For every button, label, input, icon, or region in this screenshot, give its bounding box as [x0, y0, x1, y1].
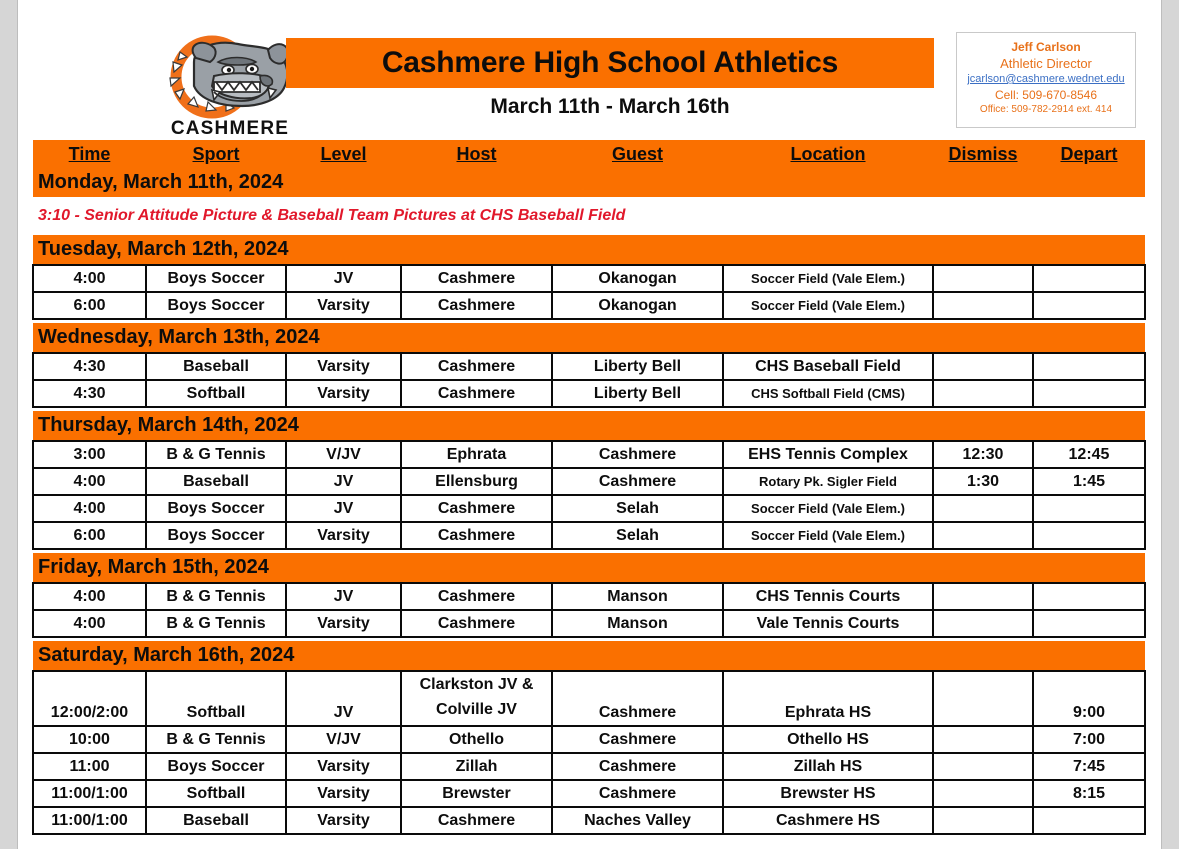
cell-level: Varsity: [286, 610, 401, 637]
cell-sport: Boys Soccer: [146, 265, 286, 292]
cell-host: Cashmere: [401, 380, 552, 407]
day-title: Tuesday, March 12th, 2024: [33, 235, 1145, 265]
table-row: [33, 441, 1145, 468]
contact-role: Athletic Director: [1000, 56, 1092, 71]
cell-depart: [1033, 292, 1145, 319]
table-row: [33, 583, 1145, 610]
cell-depart: [1033, 380, 1145, 407]
cell-host: Brewster: [401, 780, 552, 807]
day-note-row: [33, 197, 1145, 235]
contact-box: [956, 32, 1136, 128]
cell-depart: 7:00: [1033, 726, 1145, 753]
cell-sport: B & G Tennis: [146, 726, 286, 753]
column-header-host: Host: [401, 140, 552, 168]
cell-sport: B & G Tennis: [146, 441, 286, 468]
logo-wordmark: CASHMERE: [170, 118, 290, 139]
cell-time: 11:00/1:00: [33, 780, 146, 807]
column-header-time: Time: [33, 140, 146, 168]
cell-depart: 1:45: [1033, 468, 1145, 495]
cell-level: Varsity: [286, 780, 401, 807]
cell-time: 4:30: [33, 380, 146, 407]
cell-dismiss: [933, 353, 1033, 380]
cell-dismiss: [933, 265, 1033, 292]
column-header-level: Level: [286, 140, 401, 168]
cell-dismiss: [933, 780, 1033, 807]
day-header-row: [33, 323, 1145, 353]
cell-host: Cashmere: [401, 610, 552, 637]
cell-time: 4:00: [33, 468, 146, 495]
cell-level: JV: [286, 495, 401, 522]
cell-time: 12:00/2:00: [33, 671, 146, 726]
cell-depart: [1033, 353, 1145, 380]
table-row: [33, 726, 1145, 753]
day-title: Wednesday, March 13th, 2024: [33, 323, 1145, 353]
cell-location: CHS Softball Field (CMS): [723, 380, 933, 407]
cell-host: Cashmere: [401, 292, 552, 319]
cell-level: V/JV: [286, 441, 401, 468]
cell-time: 6:00: [33, 292, 146, 319]
contact-cell: Cell: 509-670-8546: [994, 88, 1098, 102]
cell-sport: Baseball: [146, 353, 286, 380]
cell-time: 6:00: [33, 522, 146, 549]
cell-dismiss: [933, 522, 1033, 549]
cell-depart: 12:45: [1033, 441, 1145, 468]
cell-sport: Softball: [146, 780, 286, 807]
cell-depart: [1033, 610, 1145, 637]
cell-time: 3:00: [33, 441, 146, 468]
schedule-document: [18, 0, 1161, 849]
cell-guest: Cashmere: [552, 468, 723, 495]
day-header-row: [33, 553, 1145, 583]
day-header-row: [33, 235, 1145, 265]
cell-dismiss: [933, 753, 1033, 780]
cell-host: Clarkston JV & Colville JV: [401, 671, 552, 726]
cell-sport: Boys Soccer: [146, 292, 286, 319]
cell-depart: [1033, 495, 1145, 522]
table-row: [33, 495, 1145, 522]
cell-location: Ephrata HS: [723, 671, 933, 726]
table-row: [33, 380, 1145, 407]
cell-time: 4:00: [33, 265, 146, 292]
column-header-depart: Depart: [1033, 140, 1145, 168]
title-banner: [286, 38, 934, 88]
cell-time: 4:00: [33, 583, 146, 610]
cell-dismiss: [933, 726, 1033, 753]
schedule-body: [33, 140, 1145, 834]
cell-host: Ellensburg: [401, 468, 552, 495]
cell-location: EHS Tennis Complex: [723, 441, 933, 468]
cell-guest: Cashmere: [552, 726, 723, 753]
cell-guest: Okanogan: [552, 265, 723, 292]
cell-location: CHS Tennis Courts: [723, 583, 933, 610]
cell-host: Cashmere: [401, 807, 552, 834]
cell-level: JV: [286, 583, 401, 610]
table-row: [33, 522, 1145, 549]
day-title: Saturday, March 16th, 2024: [33, 641, 1145, 671]
cell-dismiss: [933, 671, 1033, 726]
cell-guest: Liberty Bell: [552, 380, 723, 407]
day-note: 3:10 - Senior Attitude Picture & Baseball Team Pictures at CHS Baseball Field: [33, 197, 1145, 235]
cell-host: Cashmere: [401, 522, 552, 549]
column-header-dismiss: Dismiss: [933, 140, 1033, 168]
column-header-row: [33, 140, 1145, 168]
cell-time: 4:00: [33, 610, 146, 637]
cell-dismiss: [933, 610, 1033, 637]
cell-guest: Cashmere: [552, 753, 723, 780]
athletics-schedule-table: [32, 140, 1146, 835]
cell-location: Vale Tennis Courts: [723, 610, 933, 637]
cell-host: Cashmere: [401, 495, 552, 522]
contact-name: Jeff Carlson: [1011, 40, 1081, 54]
cell-location: Zillah HS: [723, 753, 933, 780]
table-row: [33, 610, 1145, 637]
cell-dismiss: 1:30: [933, 468, 1033, 495]
cell-dismiss: [933, 807, 1033, 834]
cell-dismiss: [933, 583, 1033, 610]
left-gutter: [0, 0, 18, 849]
cell-level: Varsity: [286, 807, 401, 834]
table-row: [33, 468, 1145, 495]
date-range-subtitle: March 11th - March 16th: [490, 95, 730, 118]
cell-host: Cashmere: [401, 265, 552, 292]
cell-dismiss: [933, 292, 1033, 319]
cell-dismiss: [933, 380, 1033, 407]
page-title: Cashmere High School Athletics: [381, 46, 839, 79]
cell-sport: Baseball: [146, 468, 286, 495]
day-title: Friday, March 15th, 2024: [33, 553, 1145, 583]
cell-depart: [1033, 583, 1145, 610]
cell-level: Varsity: [286, 380, 401, 407]
cell-guest: Cashmere: [552, 671, 723, 726]
cell-guest: Manson: [552, 610, 723, 637]
cell-location: Soccer Field (Vale Elem.): [723, 265, 933, 292]
cell-sport: Boys Soccer: [146, 753, 286, 780]
cell-level: JV: [286, 265, 401, 292]
cell-location: Brewster HS: [723, 780, 933, 807]
cell-host: Othello: [401, 726, 552, 753]
table-row: [33, 780, 1145, 807]
cell-sport: Baseball: [146, 807, 286, 834]
cell-location: Othello HS: [723, 726, 933, 753]
cell-location: Soccer Field (Vale Elem.): [723, 522, 933, 549]
cell-level: JV: [286, 468, 401, 495]
cell-guest: Naches Valley: [552, 807, 723, 834]
title-block: [286, 38, 934, 119]
cell-depart: 8:15: [1033, 780, 1145, 807]
contact-email-link[interactable]: jcarlson@cashmere.wednet.edu: [967, 73, 1125, 85]
day-header-row: [33, 641, 1145, 671]
cell-location: Soccer Field (Vale Elem.): [723, 495, 933, 522]
cashmere-bulldog-logo: [156, 32, 304, 140]
table-row: [33, 753, 1145, 780]
cell-level: Varsity: [286, 753, 401, 780]
cell-location: CHS Baseball Field: [723, 353, 933, 380]
column-header-location: Location: [723, 140, 933, 168]
cell-level: V/JV: [286, 726, 401, 753]
table-row: [33, 353, 1145, 380]
cell-location: Rotary Pk. Sigler Field: [723, 468, 933, 495]
cell-time: 4:00: [33, 495, 146, 522]
cell-sport: B & G Tennis: [146, 610, 286, 637]
cell-sport: Softball: [146, 671, 286, 726]
day-header-row: [33, 168, 1145, 197]
contact-office: Office: 509-782-2914 ext. 414: [979, 104, 1113, 115]
cell-depart: 9:00: [1033, 671, 1145, 726]
cell-level: Varsity: [286, 292, 401, 319]
cell-host: Ephrata: [401, 441, 552, 468]
right-gutter: [1161, 0, 1179, 849]
cell-sport: Boys Soccer: [146, 522, 286, 549]
cell-guest: Cashmere: [552, 441, 723, 468]
cell-time: 4:30: [33, 353, 146, 380]
cell-sport: Boys Soccer: [146, 495, 286, 522]
cell-sport: B & G Tennis: [146, 583, 286, 610]
cell-level: Varsity: [286, 522, 401, 549]
cell-depart: [1033, 265, 1145, 292]
cell-depart: [1033, 807, 1145, 834]
cell-guest: Selah: [552, 522, 723, 549]
cell-host: Cashmere: [401, 353, 552, 380]
bulldog-icon: [156, 32, 304, 120]
cell-location: Soccer Field (Vale Elem.): [723, 292, 933, 319]
cell-depart: [1033, 522, 1145, 549]
cell-location: Cashmere HS: [723, 807, 933, 834]
cell-guest: Liberty Bell: [552, 353, 723, 380]
table-row: [33, 292, 1145, 319]
cell-dismiss: 12:30: [933, 441, 1033, 468]
day-header-row: [33, 411, 1145, 441]
cell-level: JV: [286, 671, 401, 726]
cell-time: 10:00: [33, 726, 146, 753]
cell-guest: Selah: [552, 495, 723, 522]
document-header: [18, 0, 1161, 138]
cell-guest: Manson: [552, 583, 723, 610]
day-title: Monday, March 11th, 2024: [33, 168, 1145, 197]
column-header-guest: Guest: [552, 140, 723, 168]
cell-time: 11:00/1:00: [33, 807, 146, 834]
cell-time: 11:00: [33, 753, 146, 780]
cell-guest: Cashmere: [552, 780, 723, 807]
cell-host: Zillah: [401, 753, 552, 780]
column-header-sport: Sport: [146, 140, 286, 168]
cell-sport: Softball: [146, 380, 286, 407]
day-title: Thursday, March 14th, 2024: [33, 411, 1145, 441]
table-row: [33, 671, 1145, 726]
cell-dismiss: [933, 495, 1033, 522]
table-row: [33, 807, 1145, 834]
table-row: [33, 265, 1145, 292]
cell-depart: 7:45: [1033, 753, 1145, 780]
cell-host: Cashmere: [401, 583, 552, 610]
cell-level: Varsity: [286, 353, 401, 380]
cell-guest: Okanogan: [552, 292, 723, 319]
